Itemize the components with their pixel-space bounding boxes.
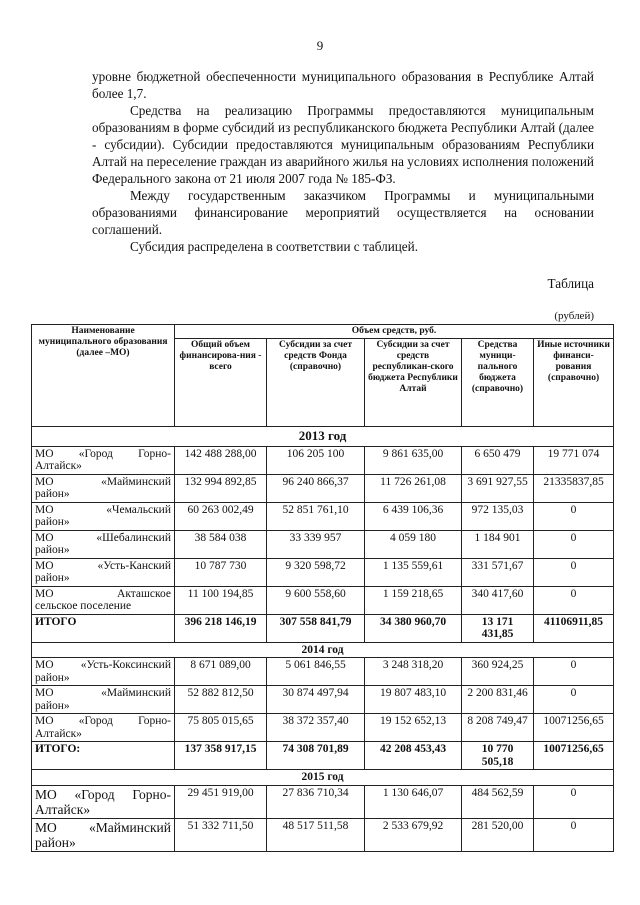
- municipality-name-line2: район»: [35, 834, 76, 850]
- table-cell: 10071256,65: [534, 714, 614, 742]
- table-cell: 96 240 866,37: [267, 474, 365, 502]
- municipality-name-line1: МО «Город Горно-: [35, 715, 171, 727]
- table-row: [32, 558, 614, 586]
- table-cell: 51 332 711,50: [175, 818, 267, 851]
- table-cell: 6 650 479: [462, 446, 534, 474]
- municipality-name: [32, 714, 175, 742]
- table-cell: 5 061 846,55: [267, 658, 365, 686]
- table-row: [32, 474, 614, 502]
- municipality-name: [32, 530, 175, 558]
- table-cell: 281 520,00: [462, 818, 534, 851]
- table-cell: 11 726 261,08: [365, 474, 462, 502]
- municipality-name-line1: МО «Город Горно-: [35, 786, 171, 802]
- municipality-name-line2: район»: [35, 699, 70, 712]
- table-cell: 8 671 089,00: [175, 658, 267, 686]
- municipality-name-line2: район»: [35, 516, 70, 528]
- table-cell: 33 339 957: [267, 530, 365, 558]
- table-cell: 27 836 710,34: [267, 785, 365, 818]
- table-cell: 0: [534, 658, 614, 686]
- table-row: [32, 714, 614, 742]
- table-cell: 0: [534, 818, 614, 851]
- table-cell: 0: [534, 586, 614, 614]
- municipality-name: [32, 502, 175, 530]
- total-cell: 396 218 146,19: [175, 614, 267, 642]
- table-cell: 2 200 831,46: [462, 686, 534, 714]
- header-col: Средства муници-пального бюджета (справочно): [462, 339, 534, 427]
- year-row: [32, 642, 614, 658]
- table-cell: 484 562,59: [462, 785, 534, 818]
- total-cell: 10071256,65: [534, 742, 614, 770]
- table-cell: 0: [534, 785, 614, 818]
- total-cell: 10 770 505,18: [462, 742, 534, 770]
- year-label: 2014 год: [32, 642, 614, 658]
- table-cell: 4 059 180: [365, 530, 462, 558]
- year-row: [32, 427, 614, 447]
- total-cell: 42 208 453,43: [365, 742, 462, 770]
- municipality-name-line2: район»: [35, 671, 70, 684]
- table-row: [32, 686, 614, 714]
- table-cell: 9 600 558,60: [267, 586, 365, 614]
- table-cell: 1 159 218,65: [365, 586, 462, 614]
- total-cell: 34 380 960,70: [365, 614, 462, 642]
- table-cell: 1 184 901: [462, 530, 534, 558]
- table-units: (рублей): [554, 310, 594, 322]
- header-col: Субсидии за счет средств республикан-ского бюджета Республики Алтай: [365, 339, 462, 427]
- municipality-name-line2: сельское поселение: [35, 600, 132, 612]
- table-row: [32, 818, 614, 851]
- table-row: [32, 502, 614, 530]
- table-row: [32, 785, 614, 818]
- table-cell: 331 571,67: [462, 558, 534, 586]
- table-cell: 38 372 357,40: [267, 714, 365, 742]
- table-row: [32, 446, 614, 474]
- total-cell: 13 171 431,85: [462, 614, 534, 642]
- total-cell: 41106911,85: [534, 614, 614, 642]
- municipality-name-line1: МО «Шебалинский: [35, 531, 171, 544]
- table-row: [32, 658, 614, 686]
- total-cell: 307 558 841,79: [267, 614, 365, 642]
- table-row: [32, 586, 614, 614]
- table-cell: 19 771 074: [534, 446, 614, 474]
- paragraph: Средства на реализацию Программы предоставляются муниципальным образованиям в форме субсидий из республиканского бюджета Республики Алтай (далее - субсидии). Субсидии предоставляются муниципальным образованиям Республики Алтай на переселение граждан из аварийного жилья на условиях исполнения положений Федерального закона от 21 июля 2007 года № 185-ФЗ.: [92, 103, 594, 186]
- municipality-name-line2: район»: [35, 572, 70, 584]
- municipality-name: [32, 474, 175, 502]
- municipality-name: [32, 558, 175, 586]
- year-row: [32, 770, 614, 786]
- table-cell: 6 439 106,36: [365, 502, 462, 530]
- table-cell: 360 924,25: [462, 658, 534, 686]
- table-cell: 60 263 002,49: [175, 502, 267, 530]
- table-cell: 30 874 497,94: [267, 686, 365, 714]
- table-cell: 38 584 038: [175, 530, 267, 558]
- municipality-name: [32, 818, 175, 851]
- table-cell: 75 805 015,65: [175, 714, 267, 742]
- header-col: Иные источники финанси-рования (справочно): [534, 339, 614, 427]
- header-group: Объем средств, руб.: [175, 325, 614, 339]
- header-name: Наименование муниципального образования (далее –МО): [32, 325, 175, 427]
- table-cell: 8 208 749,47: [462, 714, 534, 742]
- total-cell: 137 358 917,15: [175, 742, 267, 770]
- table-cell: 1 130 646,07: [365, 785, 462, 818]
- table-cell: 52 851 761,10: [267, 502, 365, 530]
- municipality-name-line1: МО «Усть-Коксинский: [35, 659, 171, 671]
- municipality-name: [32, 586, 175, 614]
- municipality-name: [32, 446, 175, 474]
- table-cell: 132 994 892,85: [175, 474, 267, 502]
- table-cell: 29 451 919,00: [175, 785, 267, 818]
- municipality-name-line1: МО «Майминский: [35, 819, 171, 835]
- table-cell: 9 320 598,72: [267, 558, 365, 586]
- year-label: 2013 год: [32, 427, 614, 447]
- table-cell: 48 517 511,58: [267, 818, 365, 851]
- table-caption: Таблица: [547, 276, 594, 291]
- municipality-name-line2: район»: [35, 544, 70, 556]
- table-cell: 2 533 679,92: [365, 818, 462, 851]
- table-cell: 3 691 927,55: [462, 474, 534, 502]
- municipality-name-line2: Алтайск»: [35, 460, 82, 472]
- table-cell: 19 152 652,13: [365, 714, 462, 742]
- municipality-name: [32, 658, 175, 686]
- total-row: [32, 742, 614, 770]
- municipality-name-line1: МО «Майминский: [35, 687, 171, 699]
- table-cell: 0: [534, 530, 614, 558]
- total-cell: 74 308 701,89: [267, 742, 365, 770]
- table-cell: 10 787 730: [175, 558, 267, 586]
- table-cell: 972 135,03: [462, 502, 534, 530]
- table-cell: 3 248 318,20: [365, 658, 462, 686]
- table-cell: 52 882 812,50: [175, 686, 267, 714]
- total-row: [32, 614, 614, 642]
- table-cell: 19 807 483,10: [365, 686, 462, 714]
- municipality-name-line1: МО «Чемальский: [35, 503, 171, 516]
- municipality-name-line2: Алтайск»: [35, 727, 82, 740]
- table-cell: 340 417,60: [462, 586, 534, 614]
- table-cell: 9 861 635,00: [365, 446, 462, 474]
- municipality-name-line1: МО Акташское: [35, 587, 171, 600]
- subsidy-table: [31, 324, 614, 852]
- table-cell: 0: [534, 502, 614, 530]
- paragraph: Между государственным заказчиком Программы и муниципальными образованиями финансирование мероприятий осуществляется на основании соглашений.: [92, 188, 594, 237]
- table-cell: 1 135 559,61: [365, 558, 462, 586]
- municipality-name-line1: МО «Город Горно-: [35, 447, 171, 460]
- table-row: [32, 530, 614, 558]
- table-cell: 21335837,85: [534, 474, 614, 502]
- header-col: Субсидии за счет средств Фонда (справочно): [267, 339, 365, 427]
- total-label: ИТОГО:: [32, 742, 175, 770]
- body-text: [92, 68, 594, 255]
- paragraph: Субсидия распределена в соответствии с таблицей.: [130, 239, 419, 254]
- paragraph: уровне бюджетной обеспеченности муниципального образования в Республике Алтай более 1,7.: [92, 69, 594, 101]
- table-cell: 0: [534, 686, 614, 714]
- table-cell: 106 205 100: [267, 446, 365, 474]
- municipality-name: [32, 686, 175, 714]
- page-number: 9: [316, 38, 324, 53]
- total-label: ИТОГО: [32, 614, 175, 642]
- municipality-name-line2: район»: [35, 488, 70, 500]
- year-label: 2015 год: [32, 770, 614, 786]
- table-cell: 142 488 288,00: [175, 446, 267, 474]
- municipality-name-line2: Алтайск»: [35, 801, 91, 817]
- table-cell: 0: [534, 558, 614, 586]
- municipality-name-line1: МО «Усть-Канский: [35, 559, 171, 572]
- header-col: Общий объем финансирова-ния - всего: [175, 339, 267, 427]
- table-cell: 11 100 194,85: [175, 586, 267, 614]
- municipality-name: [32, 785, 175, 818]
- municipality-name-line1: МО «Майминский: [35, 475, 171, 488]
